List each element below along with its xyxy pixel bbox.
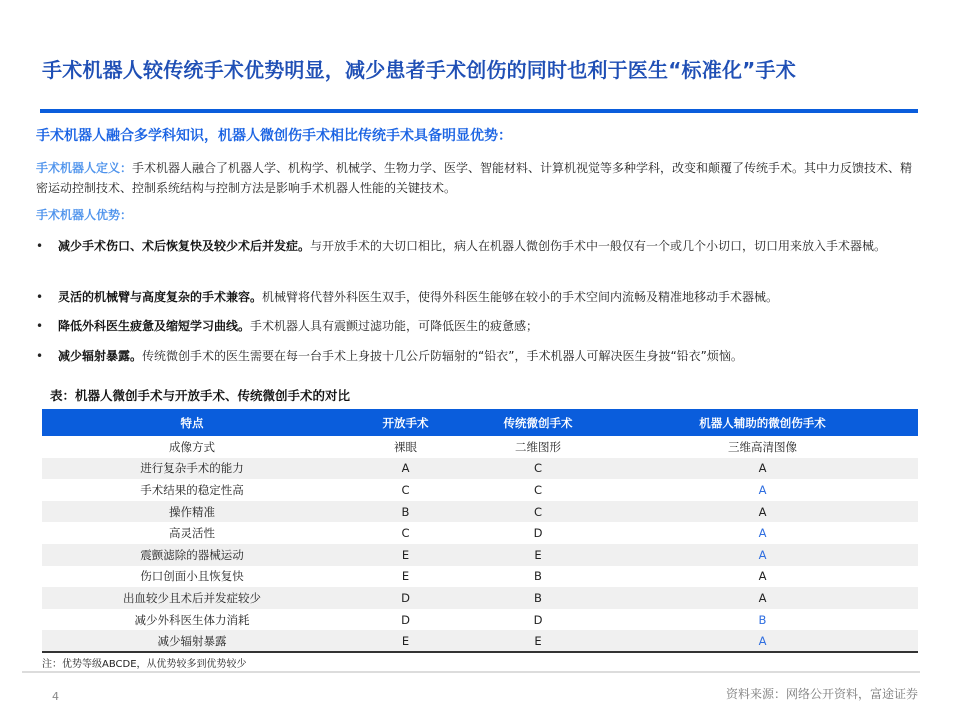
source-citation: 资料来源：网络公开资料，富途证券 — [725, 687, 918, 701]
table-header-row — [42, 409, 918, 436]
bullet-item — [36, 316, 916, 336]
bullet-heading: 减少手术伤口、术后恢复快及较少术后并发症。 — [58, 239, 311, 253]
bullet-text: 机械臂将代替外科医生双手，使得外科医生能够在较小的手术空间内流畅及精准地移动手术器械。 — [262, 290, 779, 304]
comparison-table — [42, 409, 918, 653]
feature-cell: 手术结果的稳定性高 — [140, 482, 244, 497]
robot-cell: A — [607, 544, 918, 566]
open-cell: B — [342, 501, 469, 523]
traditional-cell: C — [533, 482, 543, 497]
page-number: 4 — [52, 690, 59, 703]
bullet-heading: 降低外科医生疲惫及缩短学习曲线。 — [58, 319, 251, 333]
open-cell: D — [401, 612, 410, 627]
table-row — [42, 609, 918, 631]
table-row — [42, 501, 918, 523]
table-row — [42, 436, 918, 458]
bullet-item — [36, 346, 916, 366]
bullet-item — [36, 236, 916, 256]
bullet-heading: 减少辐射暴露。 — [58, 349, 143, 363]
table-row — [42, 544, 918, 566]
traditional-cell: E — [469, 630, 607, 652]
robot-cell: A — [607, 587, 918, 609]
traditional-cell: E — [469, 544, 607, 566]
table-note: 注：优势等级ABCDE，从优势较多到优势较少 — [42, 659, 247, 670]
table-row — [42, 522, 918, 544]
table-row — [42, 630, 918, 652]
robot-cell: B — [758, 612, 767, 627]
bullet-text: 传统微创手术的医生需要在每一台手术上身披十几公斤防辐射的“铅衣”，手术机器人可解决医生身披“铅衣”烦恼。 — [142, 349, 743, 363]
column-header-feature: 特点 — [42, 409, 342, 436]
feature-cell: 震颤滤除的器械运动 — [42, 544, 342, 566]
column-header-robot-mis: 机器人辅助的微创伤手术 — [607, 409, 918, 436]
feature-cell: 成像方式 — [169, 439, 215, 454]
bullet-marker: • — [36, 290, 44, 304]
robot-cell: 三维高清图像 — [728, 439, 797, 454]
robot-cell: A — [758, 526, 767, 541]
traditional-cell: D — [533, 526, 543, 541]
robot-cell: A — [607, 501, 918, 523]
table-row — [42, 587, 918, 609]
feature-cell: 高灵活性 — [169, 526, 215, 541]
bullet-marker: • — [36, 349, 44, 363]
column-header-traditional-mis: 传统微创手术 — [469, 409, 607, 436]
bullet-heading: 灵活的机械臂与高度复杂的手术兼容。 — [58, 290, 263, 304]
feature-cell: 伤口创面小且恢复快 — [140, 569, 244, 584]
open-cell: C — [401, 526, 410, 541]
feature-cell: 操作精准 — [42, 501, 342, 523]
section-subtitle: 手术机器人融合多学科知识，机器人微创伤手术相比传统手术具备明显优势： — [36, 128, 512, 144]
robot-cell: A — [758, 569, 767, 584]
table-row — [42, 479, 918, 501]
bullet-text: 手术机器人具有震颤过滤功能，可降低医生的疲惫感； — [250, 319, 539, 333]
bullet-marker: • — [36, 239, 44, 253]
feature-cell: 进行复杂手术的能力 — [42, 458, 342, 480]
robot-cell: A — [758, 482, 767, 497]
traditional-cell: 二维图形 — [515, 439, 561, 454]
table-row — [42, 566, 918, 588]
robot-cell: A — [607, 458, 918, 480]
bullet-marker: • — [36, 319, 44, 333]
bullet-text: 与开放手术的大切口相比，病人在机器人微创伤手术中一般仅有一个或几个小切口，切口用来放入手术器械。 — [310, 239, 887, 253]
open-cell: A — [342, 458, 469, 480]
page-title: 手术机器人较传统手术优势明显，减少患者手术创伤的同时也利于医生“标准化”手术 — [42, 58, 796, 82]
traditional-cell: C — [469, 458, 607, 480]
bullet-item — [36, 287, 916, 307]
feature-cell: 减少外科医生体力消耗 — [134, 612, 250, 627]
open-cell: E — [342, 544, 469, 566]
feature-cell: 出血较少且术后并发症较少 — [42, 587, 342, 609]
traditional-cell: B — [469, 587, 607, 609]
traditional-cell: C — [469, 501, 607, 523]
table-title: 表：机器人微创手术与开放手术、传统微创手术的对比 — [50, 388, 351, 403]
footer-divider — [22, 671, 920, 673]
open-cell: E — [342, 630, 469, 652]
feature-cell: 减少辐射暴露 — [42, 630, 342, 652]
open-cell: D — [342, 587, 469, 609]
open-cell: 裸眼 — [394, 439, 417, 454]
definition-label: 手术机器人定义： — [36, 161, 133, 175]
open-cell: E — [401, 569, 410, 584]
robot-cell: A — [607, 630, 918, 652]
definition-text: 手术机器人融合了机器人学、机构学、机械学、生物力学、医学、智能材料、计算机视觉等多种学科，改变和颠覆了传统手术。其中力反馈技术、精密运动控制技术、控制系统结构与控制方法是影响手术机器人性能的关键技术。 — [36, 161, 913, 195]
advantages-label: 手术机器人优势： — [36, 208, 133, 222]
table-row — [42, 458, 918, 480]
column-header-open-surgery: 开放手术 — [342, 409, 469, 436]
traditional-cell: B — [534, 569, 542, 584]
definition-paragraph — [36, 158, 916, 198]
title-divider — [40, 109, 918, 113]
open-cell: C — [401, 482, 410, 497]
traditional-cell: D — [533, 612, 543, 627]
